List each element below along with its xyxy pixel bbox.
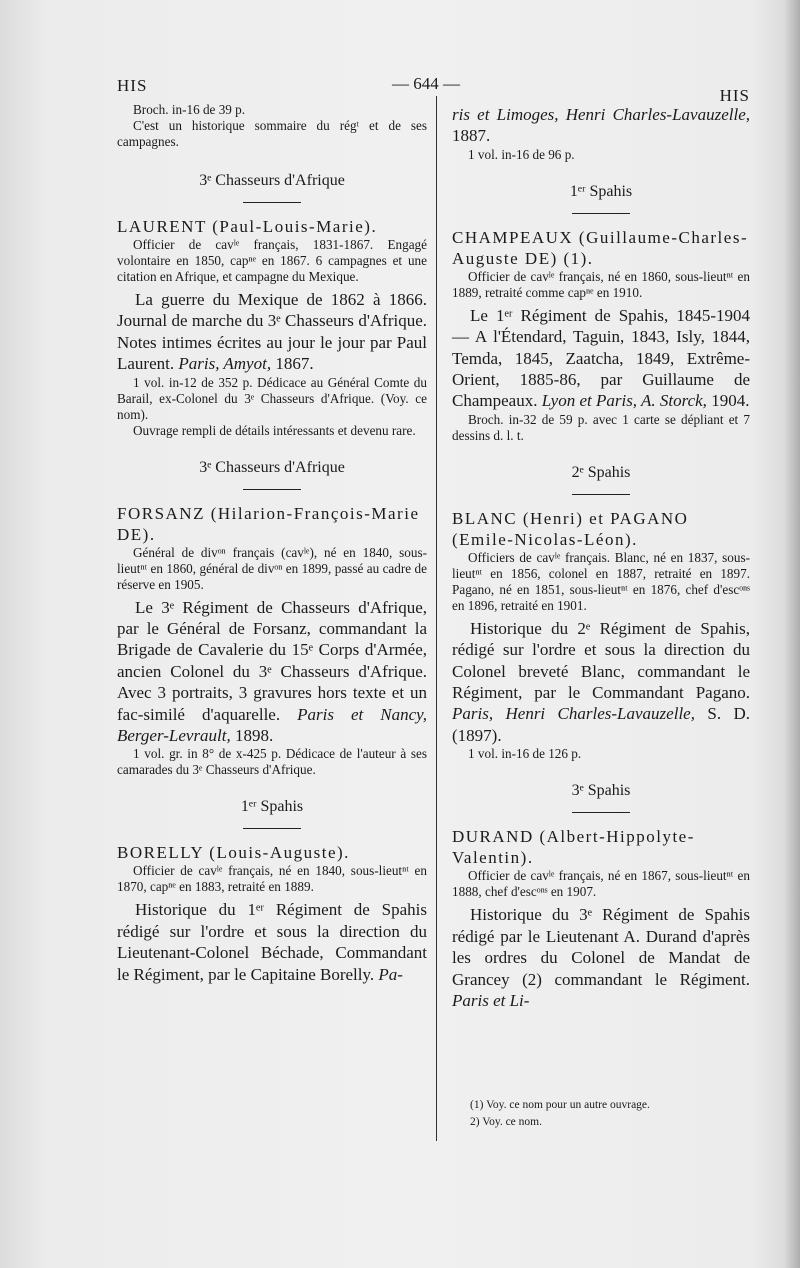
entry-4-publisher: Lyon et Paris, A. Storck, (541, 391, 707, 411)
section-heading: 2ᵉ Spahis (571, 463, 631, 481)
entry-2-biography: Général de divᵒⁿ français (cavˡᵉ), né en 1840, sous-lieutⁿᵗ en 1860, général de divᵒⁿ en 1899, passé au cadre de réserve en 1905. (117, 544, 427, 592)
entry-4-author: CHAMPEAUX (Guillaume-Charles-Auguste DE) (1). (452, 227, 749, 268)
entry-1-description: 1 vol. in-12 de 352 p. Dédicace au Général Comte du Barail, ex-Colonel du 3ᵉ Chasseurs d'Afrique. (Voy. ce nom). (117, 374, 427, 422)
section-heading: 1ᵉʳ Spahis (569, 182, 633, 200)
footnotes (470, 1097, 750, 1131)
entry-1-biography: Officier de cavˡᵉ français, 1831-1867. Engagé volontaire en 1850, capⁿᵉ en 1867. 6 campagnes et une citation en Afrique, et campagne du Mexique. (117, 237, 427, 284)
entry-1-title: La guerre du Mexique de 1862 à 1866. Journal de marche du 3ᵉ Chasseurs d'Afrique. Notes intimes écrites au jour le jour par Paul Laurent. Paris, Amyot, 1867. (117, 290, 427, 374)
entry-5-description: 1 vol. in-16 de 126 p. (468, 746, 582, 762)
entry-2-title: Le 3ᵉ Régiment de Chasseurs d'Afrique, par le Général de Forsanz, commandant la Brigade de Cavalerie du 15ᵉ Corps d'Armée, ancien Colonel du 3ᵉ Chasseurs d'Afrique. Avec 3 portraits, 3 gravures hors texte et un fac-similé d'aquarelle. Paris et Nancy, Berger-Levrault, 1898. (117, 597, 427, 746)
running-header (117, 68, 750, 105)
left-column (117, 102, 427, 985)
entry-3-publisher: ris et Limoges, Henri Charles-Lavauzelle, (452, 105, 750, 124)
header-right: HIS (719, 86, 750, 105)
entry-3-biography: Officier de cavˡᵉ français, né en 1840, sous-lieutⁿᵗ en 1870, capⁿᵉ en 1883, retraité en 1889. (117, 863, 427, 895)
section-rule (243, 489, 301, 490)
entry-4-description: Broch. in-32 de 59 p. avec 1 carte se dépliant et 7 dessins d. l. t. (452, 411, 750, 443)
section-heading: 3ᵉ Spahis (571, 782, 631, 800)
entry-5-author: BLANC (Henri) et PAGANO (Emile-Nicolas-Léon). (452, 508, 689, 549)
page-number: — 644 — (392, 74, 460, 93)
entry-3-continuation (452, 104, 750, 147)
entry-1-year: 1867. (275, 354, 314, 374)
page-edge-shadow (784, 0, 800, 1268)
entry-2-publisher: Paris et Nancy, Berger-Levrault, (117, 704, 427, 746)
column-divider (436, 96, 437, 1141)
entry-1-publisher: Paris, Amyot, (178, 354, 272, 374)
section-heading: 1ᵉʳ Spahis (240, 798, 304, 816)
section-heading: 3ᵉ Chasseurs d'Afrique (199, 172, 345, 189)
entry-6-biography: Officier de cavˡᵉ français, né en 1867, sous-lieutⁿᵗ en 1888, chef d'escᵒⁿˢ en 1907. (452, 868, 750, 900)
section-rule (572, 213, 630, 214)
entry-0-note: C'est un historique sommaire du régᵗ et de ses campagnes. (117, 118, 427, 149)
section-rule (572, 494, 630, 495)
entry-2-author: FORSANZ (Hilarion-François-Marie DE). (117, 503, 420, 544)
footnote-1: (1) Voy. ce nom pour un autre ouvrage. (470, 1099, 650, 1111)
entry-4-biography: Officier de cavˡᵉ français, né en 1860, sous-lieutⁿᵗ en 1889, retraité comme capⁿᵉ en 1910. (452, 268, 750, 300)
entry-2-description: 1 vol. gr. in 8° de x-425 p. Dédicace de l'auteur à ses camarades du 3ᵉ Chasseurs d'Afrique. (117, 746, 427, 778)
entry-6-title: Historique du 3ᵉ Régiment de Spahis rédigé par le Lieutenant A. Durand d'après les ordres du Colonel de Mandat de Grancey (2) commandant le Régiment. Paris et Li- (452, 905, 750, 1010)
section-heading: 3ᵉ Chasseurs d'Afrique (199, 458, 345, 476)
entry-0-description: Broch. in-16 de 39 p. (133, 102, 246, 117)
entry-3-year: 1887. (452, 126, 491, 146)
entry-4-year: 1904. (711, 391, 750, 411)
entry-2-year: 1898. (235, 726, 274, 746)
entry-5-title: Historique du 2ᵉ Régiment de Spahis, rédigé sur l'ordre et sous la direction du Colonel breveté Blanc, commandant le Régiment, par le Commandant Pagano. Paris, Henri Charles-Lavauzelle, S. D. (1897). (452, 618, 751, 745)
entry-6-publisher: Paris et Li- (452, 990, 530, 1010)
section-rule (572, 812, 630, 813)
footnote-2: 2) Voy. ce nom. (470, 1116, 542, 1128)
entry-5-publisher: Paris, Henri Charles-Lavauzelle, (452, 704, 695, 724)
entry-5-biography: Officiers de cavˡᵉ français. Blanc, né en 1837, sous-lieutⁿᵗ en 1856, colonel en 1887, retraité en 1897. Pagano, né en 1851, sous-lieutⁿᵗ en 1876, chef d'escᵒⁿˢ en 1896, retraité en 1901. (452, 549, 750, 613)
entry-1-author: LAURENT (Paul-Louis-Marie). (117, 217, 378, 236)
entry-4-title: Le 1ᵉʳ Régiment de Spahis, 1845-1904 — A l'Étendard, Taguin, 1843, Isly, 1844, Temda, 1845, Zaatcha, 1849, Extrême-Orient, 1885-86, par Guillaume de Champeaux. Lyon et Paris, A. Storck, 1904. (452, 305, 750, 411)
section-rule (243, 828, 301, 829)
entry-6-author: DURAND (Albert-Hippolyte-Valentin). (452, 827, 695, 868)
entry-5-year: S. D. (1897). (452, 704, 751, 745)
entry-3-publisher-start: Pa- (378, 964, 403, 984)
section-rule (243, 202, 301, 203)
header-left: HIS (117, 76, 148, 95)
entry-3-title: Historique du 1ᵉʳ Régiment de Spahis rédigé sur l'ordre et sous la direction du Lieutenant-Colonel Béchade, Commandant le Régiment, par le Capitaine Borelly. Pa- (117, 900, 427, 984)
right-column (452, 104, 750, 1011)
entry-1-note: Ouvrage rempli de détails intéressants et devenu rare. (133, 422, 416, 438)
entry-3-author: BORELLY (Louis-Auguste). (117, 843, 350, 863)
entry-3-description: 1 vol. in-16 de 96 p. (468, 146, 575, 162)
